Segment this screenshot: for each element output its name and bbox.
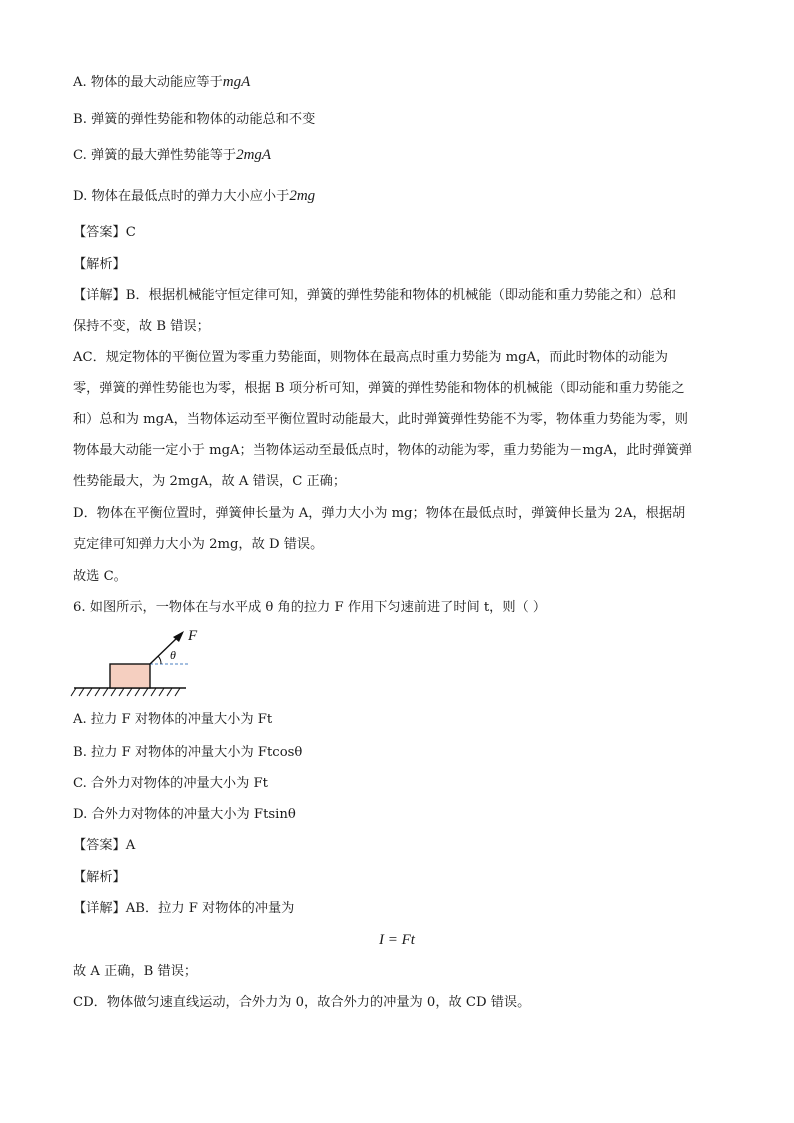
option-c [73,145,271,166]
answer-5: 【答案】C [73,225,136,240]
q6-option-d: D. 合外力对物体的冲量大小为 Ftsinθ [73,807,296,822]
analysis-line: D．物体在平衡位置时，弹簧伸长量为 A，弹力大小为 mg；物体在最低点时，弹簧伸长量为 2A，根据胡 [73,506,686,521]
option-c-text: C. 弹簧的最大弹性势能等于 [73,148,237,163]
block [110,664,150,688]
analysis-line: 零，弹簧的弹性势能也为零，根据 B 项分析可知，弹簧的弹性势能和物体的机械能（即动能和重力势能之 [73,381,685,396]
analysis-line: 物体最大动能一定小于 mgA；当物体运动至最低点时，物体的动能为零，重力势能为－mgA，此时弹簧弹 [73,443,693,458]
force-diagram [70,626,198,700]
option-d-text: D. 物体在最低点时的弹力大小应小于 [73,189,290,204]
conclusion-5: 故选 C。 [73,569,127,584]
question-6-stem: 6. 如图所示，一物体在与水平成 θ 角的拉力 F 作用下匀速前进了时间 t，则（ ） [73,600,547,615]
option-d-math: 2mg [289,188,316,204]
analysis-line: 【详解】B．根据机械能守恒定律可知，弹簧的弹性势能和物体的机械能（即动能和重力势能之和）总和 [73,288,677,303]
analysis-line: 性势能最大，为 2mgA，故 A 错误，C 正确； [73,474,347,489]
analysis-detail-6: 【详解】AB．拉力 F 对物体的冲量为 [73,901,295,916]
answer-6: 【答案】A [73,838,136,853]
analysis-head-6: 【解析】 [73,870,126,885]
option-b: B. 弹簧的弹性势能和物体的动能总和不变 [73,112,316,127]
option-d [73,186,315,207]
analysis-line: 保持不变，故 B 错误； [73,319,210,334]
force-label: F [188,628,198,644]
option-a [73,72,250,93]
option-c-math: 2mgA [236,147,272,163]
angle-arc [158,656,161,664]
q6-option-a: A. 拉力 F 对物体的冲量大小为 Ft [73,712,273,727]
option-a-text: A. 物体的最大动能应等于 [73,75,223,90]
option-a-math: mgA [222,74,251,90]
q6-option-c: C. 合外力对物体的冲量大小为 Ft [73,776,268,791]
angle-label: θ [170,648,176,662]
analysis-line-6: 故 A 正确，B 错误； [73,964,198,979]
analysis-line-6: CD．物体做匀速直线运动，合外力为 0，故合外力的冲量为 0，故 CD 错误。 [73,995,531,1010]
analysis-head-5: 【解析】 [73,257,126,272]
analysis-line: 克定律可知弹力大小为 2mg，故 D 错误。 [73,537,324,552]
analysis-line: 和）总和为 mgA，当物体运动至平衡位置时动能最大，此时弹簧弹性势能不为零，物体重力势能为零，则 [73,412,688,427]
q6-option-b: B. 拉力 F 对物体的冲量大小为 Ftcosθ [73,745,303,760]
impulse-equation: I = Ft [379,932,415,948]
analysis-line: AC．规定物体的平衡位置为零重力势能面，则物体在最高点时重力势能为 mgA，而此时物体的动能为 [73,350,668,365]
ground-hatch [71,688,180,696]
